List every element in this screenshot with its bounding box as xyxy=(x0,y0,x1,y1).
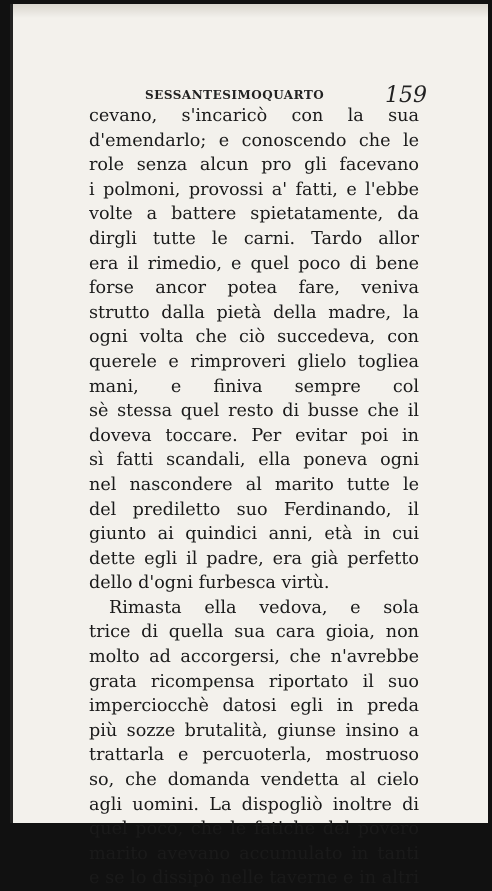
text-line: sè stessa quel resto di busse che il xyxy=(89,401,419,422)
text-line: e se lo dissipò nelle taverne e in altri xyxy=(89,868,419,889)
text-line: marito avevano accumulato in tanti xyxy=(89,843,419,864)
text-line: volte a battere spietatamente, da xyxy=(89,204,419,225)
text-line: ogni volta che ciò succedeva, con xyxy=(89,327,419,348)
text-line: sì fatti scandali, ella poneva ogni xyxy=(89,450,419,471)
text-line: dirgli tutte le carni. Tardo allor xyxy=(89,228,419,249)
text-line: molto ad accorgersi, che n'avrebbe xyxy=(89,647,419,668)
text-line: forse ancor potea fare, veniva xyxy=(89,278,419,299)
text-line: più sozze brutalità, giunse insino a xyxy=(89,720,419,741)
text-line: imperciocchè datosi egli in preda xyxy=(89,696,419,717)
text-line: trice di quella sua cara gioia, non xyxy=(89,622,419,643)
text-line: era il rimedio, e quel poco di bene xyxy=(89,253,419,274)
page-top-edge xyxy=(13,4,488,18)
text-line: i polmoni, provossi a' fatti, e l'ebbe xyxy=(89,179,419,200)
text-line: Rimasta ella vedova, e sola xyxy=(109,597,419,618)
text-line: agli uomini. La dispogliò inoltre di xyxy=(89,794,419,815)
text-line: grata ricompensa riportato il suo xyxy=(89,671,419,692)
text-line: so, che domanda vendetta al cielo xyxy=(89,770,419,791)
text-line: doveva toccare. Per evitar poi in xyxy=(89,425,419,446)
text-line: nel nascondere al marito tutte le xyxy=(89,474,419,495)
text-line: role senza alcun pro gli facevano xyxy=(89,155,419,176)
text-line: d'emendarlo; e conoscendo che le xyxy=(89,130,419,151)
text-line: giunto ai quindici anni, età in cui xyxy=(89,524,419,545)
page-number: 159 xyxy=(385,83,427,108)
text-line: querele e rimproveri glielo togliea xyxy=(89,351,419,372)
text-line: quel poco, che le fatiche del povero xyxy=(89,819,419,840)
text-line: del prediletto suo Ferdinando, il xyxy=(89,499,419,520)
book-page xyxy=(10,4,488,889)
running-head: SESSANTESIMOQUARTO xyxy=(145,88,325,102)
text-line: trattarla e percuoterla, mostruoso xyxy=(89,745,419,766)
text-line: strutto dalla pietà della madre, la xyxy=(89,302,419,323)
text-line: dette egli il padre, era già perfetto xyxy=(89,548,419,569)
body-text xyxy=(89,104,419,891)
text-line: dello d'ogni furbesca virtù. xyxy=(89,573,330,594)
text-line: mani, e finiva sempre col xyxy=(89,376,419,397)
text-line: cevano, s'incaricò con la sua xyxy=(89,106,419,126)
